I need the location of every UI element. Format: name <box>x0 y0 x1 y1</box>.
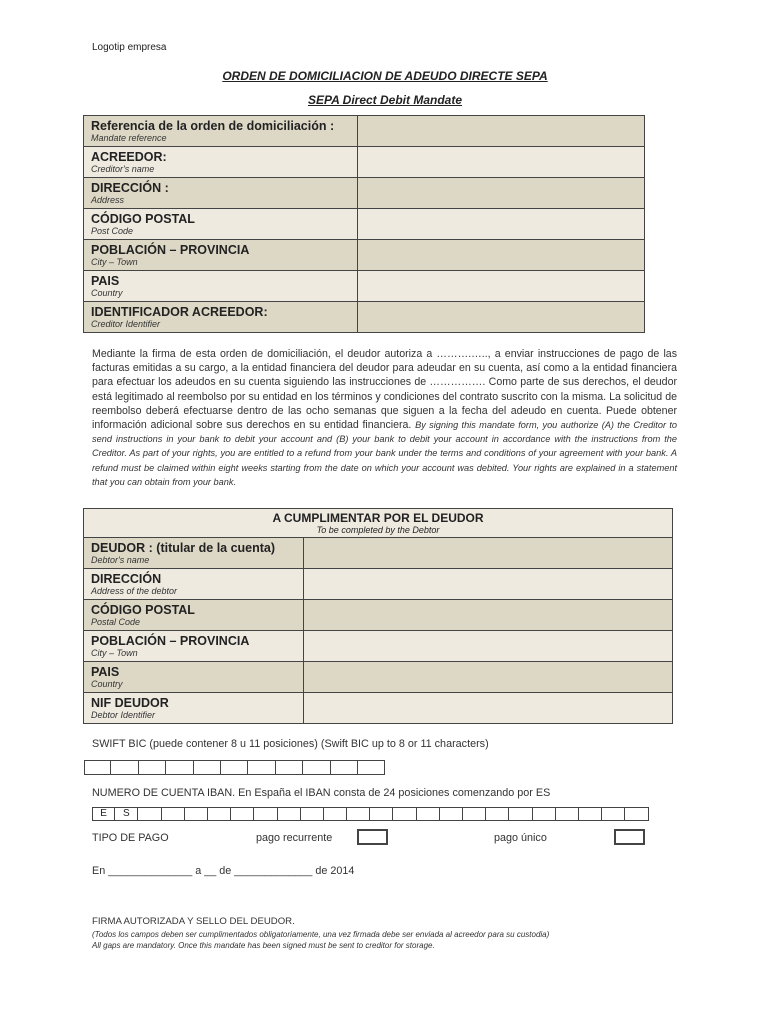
debtor-field-label: CÓDIGO POSTAL <box>91 603 195 617</box>
mandate-authorization-text <box>92 347 677 489</box>
iban-char-box[interactable] <box>231 807 254 821</box>
debtor-field-input[interactable] <box>303 693 672 724</box>
iban-char-box[interactable] <box>370 807 393 821</box>
swift-char-box[interactable] <box>194 760 221 775</box>
authorization-text-en: By signing this mandate form, you authorize (A) the Creditor to send instructions in your bank to debit your account and (B) your bank to debit your account in accordance with the instructions from the Creditor. As part of your rights, you are entitled to a refund from your bank under the terms and conditions of your agreement with your bank. A refund must be claimed within eight weeks starting from the date on which your account was debited. Your rights are explained in a statement that you can obtain from your bank. <box>92 420 677 487</box>
debtor-field-label-cell <box>84 662 304 693</box>
iban-char-box[interactable] <box>417 807 440 821</box>
creditor-field-label: CÓDIGO POSTAL <box>91 212 195 226</box>
debtor-field-label: DEUDOR : (titular de la cuenta) <box>91 541 276 555</box>
recurring-payment-label: pago recurrente <box>256 832 333 844</box>
iban-char-box[interactable] <box>278 807 301 821</box>
debtor-field-label: POBLACIÓN – PROVINCIA <box>91 634 250 648</box>
creditor-field-label-cell <box>84 240 358 271</box>
creditor-field-sublabel: City – Town <box>91 257 138 267</box>
iban-char-box[interactable] <box>533 807 556 821</box>
creditor-field-label-cell <box>84 209 358 240</box>
swift-char-box[interactable] <box>303 760 330 775</box>
creditor-field-input[interactable] <box>357 302 644 333</box>
creditor-row <box>84 116 645 147</box>
iban-char-box[interactable] <box>347 807 370 821</box>
footer-notes <box>92 929 549 951</box>
single-payment-label: pago único <box>494 832 547 844</box>
creditor-row <box>84 302 645 333</box>
debtor-field-sublabel: City – Town <box>91 648 138 658</box>
creditor-field-sublabel: Country <box>91 288 123 298</box>
creditor-field-sublabel: Address <box>91 195 125 205</box>
swift-char-box[interactable] <box>166 760 193 775</box>
creditor-field-label: Referencia de la orden de domiciliación : <box>91 119 335 133</box>
swift-char-box[interactable] <box>139 760 166 775</box>
creditor-row <box>84 271 645 302</box>
swift-label: SWIFT BIC (puede contener 8 u 11 posiciones) (Swift BIC up to 8 or 11 characters) <box>92 738 489 750</box>
debtor-row <box>84 538 673 569</box>
debtor-table <box>83 508 673 724</box>
creditor-field-sublabel: Mandate reference <box>91 133 167 143</box>
debtor-row <box>84 631 673 662</box>
swift-char-box[interactable] <box>248 760 275 775</box>
creditor-field-sublabel: Post Code <box>91 226 134 236</box>
iban-char-box[interactable] <box>254 807 277 821</box>
debtor-field-label: PAIS <box>91 665 120 679</box>
debtor-row <box>84 662 673 693</box>
debtor-field-sublabel: Debtor Identifier <box>91 710 156 720</box>
creditor-field-input[interactable] <box>357 116 644 147</box>
creditor-field-label: PAIS <box>91 274 120 288</box>
authorization-text-es: Mediante la firma de esta orden de domiciliación, el deudor autoriza a ……….….., a enviar instrucciones de pago de las facturas emitidas a su cargo, a la entidad financiera del deudor para adeudar en su cuenta, así como a la entidad financiera para efectuar los adeudos en su cuenta siguiendo las instrucciones de ……………. Como parte de sus derechos, el deudor está legitimado al reembolso por su entidad en los términos y condiciones del contrato suscrito con la misma. La solicitud de reembolso deberá efectuarse dentro de las ocho semanas que siguen a la fecha del adeudo en cuenta. Puede obtener información adicional sobre sus derechos en su entidad financiera. <box>92 348 677 432</box>
debtor-section-subtitle: To be completed by the Debtor <box>316 525 440 535</box>
iban-char-box[interactable] <box>208 807 231 821</box>
debtor-field-input[interactable] <box>303 538 672 569</box>
iban-char-box[interactable] <box>185 807 208 821</box>
swift-char-box[interactable] <box>276 760 303 775</box>
footer-note-en: All gaps are mandatory. Once this mandate has been signed must be sent to creditor for storage. <box>92 941 435 950</box>
iban-char-box[interactable] <box>602 807 625 821</box>
signature-label: FIRMA AUTORIZADA Y SELLO DEL DEUDOR. <box>92 916 295 927</box>
debtor-field-sublabel: Country <box>91 679 123 689</box>
debtor-section-title: A CUMPLIMENTAR POR EL DEUDOR <box>272 511 484 525</box>
creditor-field-label-cell <box>84 178 358 209</box>
debtor-field-sublabel: Debtor's name <box>91 555 150 565</box>
swift-char-box[interactable] <box>358 760 385 775</box>
debtor-section-header <box>84 509 673 538</box>
creditor-field-sublabel: Creditor Identifier <box>91 319 161 329</box>
creditor-row <box>84 178 645 209</box>
iban-char-box[interactable] <box>162 807 185 821</box>
iban-label: NUMERO DE CUENTA IBAN. En España el IBAN consta de 24 posiciones comenzando por ES <box>92 787 551 799</box>
debtor-row <box>84 569 673 600</box>
iban-char-box[interactable] <box>393 807 416 821</box>
creditor-field-input[interactable] <box>357 209 644 240</box>
creditor-field-input[interactable] <box>357 271 644 302</box>
footer-note-es: (Todos los campos deben ser cumplimentados obligatoriamente, una vez firmada debe ser enviada al acreedor para su custodia) <box>92 930 550 939</box>
creditor-field-label: DIRECCIÓN : <box>91 181 169 195</box>
swift-bic-boxes <box>84 760 385 775</box>
debtor-field-label: DIRECCIÓN <box>91 572 162 586</box>
debtor-field-input[interactable] <box>303 662 672 693</box>
creditor-field-label-cell <box>84 271 358 302</box>
company-logo-placeholder: Logotip empresa <box>92 42 167 53</box>
debtor-field-sublabel: Address of the debtor <box>91 586 178 596</box>
creditor-field-label: POBLACIÓN – PROVINCIA <box>91 243 250 257</box>
iban-char-box[interactable] <box>463 807 486 821</box>
creditor-field-label-cell <box>84 116 358 147</box>
iban-char-box[interactable] <box>625 807 648 821</box>
iban-char-box[interactable] <box>301 807 324 821</box>
creditor-row <box>84 209 645 240</box>
debtor-field-input[interactable] <box>303 569 672 600</box>
payment-type-label: TIPO DE PAGO <box>92 832 169 844</box>
iban-char-box[interactable] <box>138 807 161 821</box>
iban-char-box[interactable] <box>579 807 602 821</box>
iban-char-box[interactable] <box>324 807 347 821</box>
debtor-row <box>84 693 673 724</box>
recurring-payment-checkbox[interactable] <box>357 829 388 845</box>
iban-char-box[interactable]: E <box>92 807 115 821</box>
debtor-field-label-cell <box>84 631 304 662</box>
creditor-field-sublabel: Creditor's name <box>91 164 155 174</box>
creditor-row <box>84 240 645 271</box>
swift-char-box[interactable] <box>221 760 248 775</box>
swift-char-box[interactable] <box>331 760 358 775</box>
iban-char-box[interactable] <box>440 807 463 821</box>
document-subtitle: SEPA Direct Debit Mandate <box>307 93 463 107</box>
debtor-field-input[interactable] <box>303 600 672 631</box>
debtor-field-label: NIF DEUDOR <box>91 696 169 710</box>
creditor-field-input[interactable] <box>357 240 644 271</box>
swift-char-box[interactable] <box>84 760 111 775</box>
iban-char-box[interactable] <box>556 807 579 821</box>
debtor-field-input[interactable] <box>303 631 672 662</box>
debtor-field-label-cell <box>84 538 304 569</box>
creditor-field-label: IDENTIFICADOR ACREEDOR: <box>91 305 268 319</box>
document-title: ORDEN DE DOMICILIACION DE ADEUDO DIRECTE SEPA <box>222 69 548 83</box>
single-payment-checkbox[interactable] <box>614 829 645 845</box>
debtor-row <box>84 600 673 631</box>
debtor-field-label-cell <box>84 693 304 724</box>
iban-char-box[interactable] <box>509 807 532 821</box>
debtor-field-sublabel: Postal Code <box>91 617 141 627</box>
iban-char-box[interactable]: S <box>115 807 138 821</box>
creditor-field-input[interactable] <box>357 147 644 178</box>
creditor-field-label: ACREEDOR: <box>91 150 167 164</box>
creditor-field-input[interactable] <box>357 178 644 209</box>
iban-boxes <box>92 807 649 821</box>
debtor-field-label-cell <box>84 600 304 631</box>
debtor-field-label-cell <box>84 569 304 600</box>
creditor-field-label-cell <box>84 302 358 333</box>
swift-char-box[interactable] <box>111 760 138 775</box>
creditor-table <box>83 115 645 333</box>
date-place-line[interactable]: En ______________ a __ de _____________ de 2014 <box>92 865 355 877</box>
iban-char-box[interactable] <box>486 807 509 821</box>
creditor-field-label-cell <box>84 147 358 178</box>
creditor-row <box>84 147 645 178</box>
